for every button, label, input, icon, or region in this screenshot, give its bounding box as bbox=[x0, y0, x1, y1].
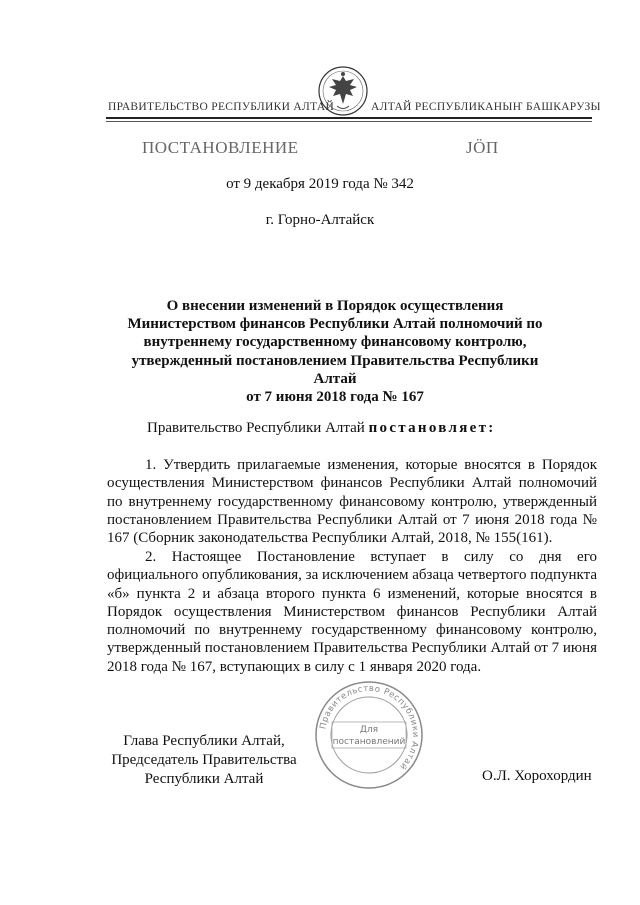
stamp-center-line1: Для bbox=[359, 725, 379, 735]
document-city: г. Горно-Алтайск bbox=[265, 212, 375, 228]
stamp-center-line2: постановлений bbox=[332, 737, 406, 747]
letterhead-org-altai: АЛТАЙ РЕСПУБЛИКАНЫҤ БАШКАРУЗЫ bbox=[371, 101, 601, 113]
signatory-name: О.Л. Хорохордин bbox=[482, 768, 592, 784]
stamp-ring-text: Правительство Республики Алтай bbox=[318, 683, 421, 772]
intro-emphasis: постановляет: bbox=[368, 420, 496, 436]
document-date-number: от 9 декабря 2019 года № 342 bbox=[226, 176, 414, 192]
resolution-intro bbox=[147, 420, 496, 437]
paragraph-1: 1. Утвердить прилагаемые изменения, которые вносятся в Порядок осуществления Министерством финансов Республики Алтай полномочий по внутреннему государственному финансовому контролю, утвержденный постановлением Правительства Республики Алтай от 7 июня 2018 года № 167 (Сборник законодательства Республики Алтай, 2018, № 155(161). bbox=[107, 457, 597, 547]
doc-type-altai: JÖП bbox=[466, 138, 499, 157]
intro-text: Правительство Республики Алтай bbox=[147, 420, 369, 436]
title-line: от 7 июня 2018 года № 167 bbox=[246, 389, 424, 406]
title-line: утвержденный постановлением Правительства Республики Алтай bbox=[131, 352, 539, 387]
letterhead-rule bbox=[106, 117, 592, 119]
document-title bbox=[115, 297, 555, 406]
signatory-position-line: Председатель Правительства bbox=[111, 752, 297, 768]
letterhead-org-russian: ПРАВИТЕЛЬСТВО РЕСПУБЛИКИ АЛТАЙ bbox=[108, 101, 335, 113]
signatory-position-line: Глава Республики Алтай, bbox=[123, 733, 285, 749]
paragraph-2: 2. Настоящее Постановление вступает в силу со дня его официального опубликования, за исключением абзаца четвертого подпункта «б» пункта 2 и абзаца второго пункта 6 изменений, которые вносятся в Порядок осуществления Министерством финансов Республики Алтай полномочий по внутреннему государственному финансовому контролю, утвержденный постановлением Правительства Республики Алтай от 7 июня 2018 года № 167, вступающих в силу с 1 января 2020 года. bbox=[107, 549, 597, 675]
signatory-position bbox=[104, 732, 304, 789]
doc-type-russian: ПОСТАНОВЛЕНИЕ bbox=[142, 138, 299, 157]
title-line: О внесении изменений в Порядок осуществления bbox=[166, 298, 504, 314]
title-line: внутреннему государственному финансовому контролю, bbox=[143, 334, 527, 351]
official-stamp bbox=[314, 680, 424, 790]
signatory-position-line: Республики Алтай bbox=[144, 771, 264, 787]
title-line: Министерством финансов Республики Алтай полномочий по bbox=[127, 316, 543, 333]
letterhead-rule-thin bbox=[106, 121, 592, 122]
